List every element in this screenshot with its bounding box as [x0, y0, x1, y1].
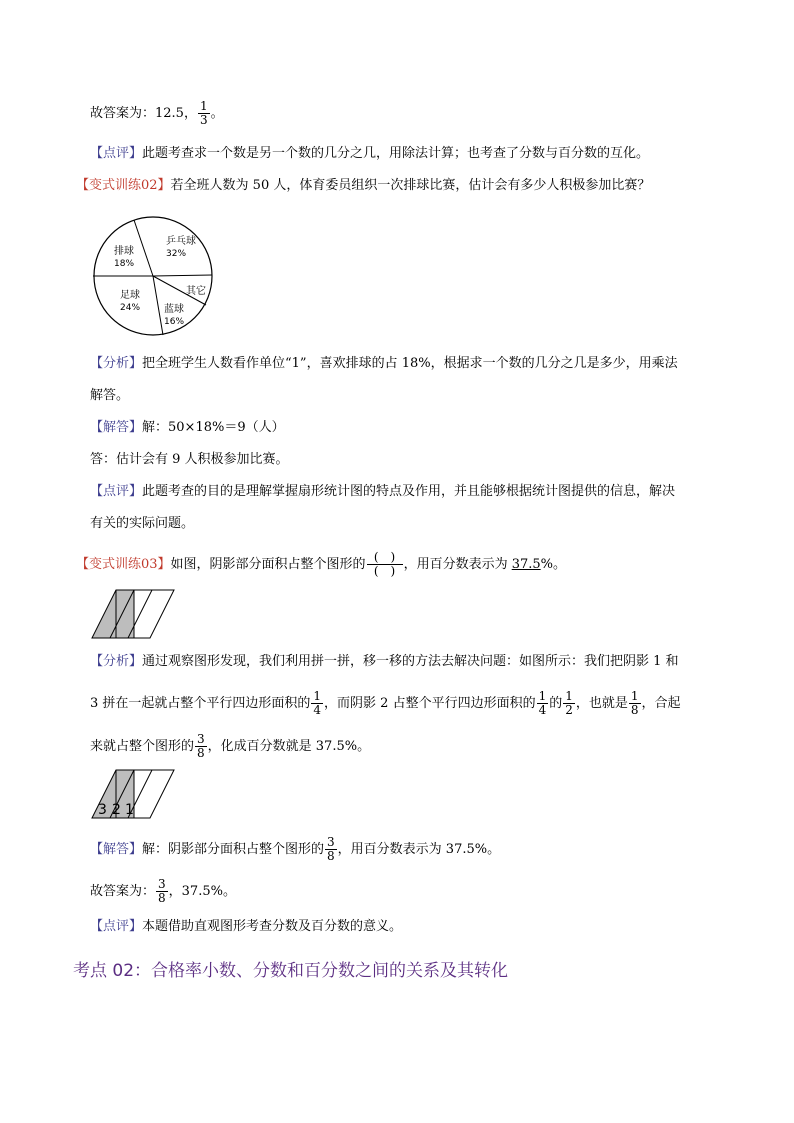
denominator-blank: ( ) — [373, 564, 396, 578]
numerator-blank: ( ) — [367, 551, 403, 565]
numerator: 1 — [630, 689, 639, 703]
fraction — [325, 836, 337, 863]
analysis-text: 3 拼在一起就占整个平行四边形面积的 — [90, 696, 311, 711]
training-text: %。 — [540, 557, 567, 572]
pie-chart — [90, 212, 230, 344]
denominator: 4 — [538, 703, 547, 717]
analysis-3-l1 — [90, 652, 679, 672]
answer-blank: 37.5 — [511, 557, 541, 572]
reply-2: 答：估计会有 9 人积极参加比赛。 — [90, 452, 289, 467]
answer-tag: 【解答】 — [90, 842, 143, 857]
pie-pct-pingpong: 32% — [166, 249, 187, 259]
fraction — [156, 878, 168, 905]
answer-text: 解：50×18%＝9（人） — [142, 420, 285, 435]
analysis-tag: 【分析】 — [90, 654, 143, 669]
analysis-tag: 【分析】 — [90, 356, 143, 371]
analysis-text: 把全班学生人数看作单位“1”，喜欢排球的占 18%，根据求一个数的几分之几是多少，用乘法 — [142, 356, 678, 371]
analysis-text: 通过观察图形发现，我们利用拼一拼，移一移的方法去解决问题：如图所示：我们把阴影 1 和 — [142, 654, 679, 669]
comment-text: 有关的实际问题。 — [90, 516, 195, 531]
region-label-2: 2 — [112, 802, 121, 818]
training-text: 如图，阴影部分面积占整个图形的 — [170, 557, 366, 572]
fraction — [195, 733, 207, 760]
analysis-3-l2 — [90, 690, 681, 717]
comment-1 — [90, 144, 649, 164]
pie-label-football: 足球 — [120, 290, 140, 301]
comment-text: 此题考查求一个数是另一个数的几分之几，用除法计算；也考查了分数与百分数的互化。 — [142, 146, 650, 161]
fraction — [198, 100, 210, 127]
section-heading: 考点 02：合格率小数、分数和百分数之间的关系及其转化 — [73, 961, 509, 981]
pie-pct-basketball: 16% — [164, 317, 185, 327]
fraction — [311, 690, 323, 717]
pie-label-pingpong: 乒乓球 — [166, 236, 196, 247]
analysis-text: 解答。 — [90, 388, 130, 403]
final-answer-3 — [90, 878, 236, 905]
numerator: 1 — [199, 99, 208, 113]
pie-pct-football: 24% — [120, 303, 141, 313]
denominator: 8 — [197, 746, 205, 760]
analysis-2-cont — [90, 386, 129, 406]
training-tag: 【变式训练02】 — [76, 178, 171, 193]
analysis-text: ，合起 — [641, 696, 681, 711]
analysis-text: 来就占整个图形的 — [90, 739, 195, 754]
denominator: 8 — [327, 849, 335, 863]
comment-2 — [90, 482, 675, 502]
numerator: 1 — [565, 689, 573, 703]
fraction — [629, 690, 641, 717]
parallelogram-figure-2 — [90, 768, 176, 820]
denominator: 3 — [199, 113, 208, 127]
region-label-1: 1 — [125, 802, 134, 818]
analysis-2 — [90, 354, 678, 374]
answer-2 — [90, 418, 285, 438]
pie-label-basketball: 蓝球 — [164, 304, 184, 315]
answer-text: 故答案为： — [90, 884, 156, 899]
numerator: 3 — [197, 732, 205, 746]
answer-text: 故答案为：12.5， — [90, 106, 197, 121]
training-02 — [76, 176, 650, 196]
answer-text: ，37.5%。 — [168, 884, 236, 899]
comment-3 — [90, 917, 402, 937]
denominator: 4 — [313, 703, 322, 717]
training-03 — [76, 551, 566, 578]
training-text: 若全班人数为 50 人，体育委员组织一次排球比赛，估计会有多少人积极参加比赛？ — [170, 178, 651, 193]
pie-label-other: 其它 — [186, 286, 206, 297]
comment-tag: 【点评】 — [90, 146, 143, 161]
answer-3 — [90, 836, 500, 863]
numerator: 3 — [327, 835, 335, 849]
comment-text: 此题考查的目的是理解掌握扇形统计图的特点及作用，并且能够根据统计图提供的信息，解决 — [142, 484, 676, 499]
shaded-region — [92, 590, 134, 638]
answer-text: 解：阴影部分面积占整个图形的 — [142, 842, 325, 857]
fraction — [537, 690, 549, 717]
training-tag: 【变式训练03】 — [76, 557, 171, 572]
comment-tag: 【点评】 — [90, 919, 143, 934]
answer-tag: 【解答】 — [90, 420, 143, 435]
pie-label-volleyball: 排球 — [114, 246, 134, 257]
training-text: ，用百分数表示为 — [403, 557, 512, 572]
denominator: 8 — [630, 703, 639, 717]
pie-pct-volleyball: 18% — [114, 259, 135, 269]
comment-tag: 【点评】 — [90, 484, 143, 499]
blank-fraction — [367, 551, 403, 578]
denominator: 8 — [158, 891, 166, 905]
analysis-text: 的 — [549, 696, 563, 711]
parallelogram-figure-1 — [90, 588, 176, 640]
suffix: 。 — [210, 106, 224, 121]
numerator: 1 — [538, 689, 547, 703]
region-label-3: 3 — [98, 802, 107, 818]
fraction — [563, 690, 575, 717]
analysis-3-l3 — [90, 733, 370, 760]
comment-2-cont — [90, 514, 194, 534]
comment-text: 本题借助直观图形考查分数及百分数的意义。 — [142, 919, 403, 934]
answer-line-1 — [90, 100, 224, 127]
numerator: 1 — [313, 689, 322, 703]
analysis-text: ，化成百分数就是 37.5%。 — [207, 739, 371, 754]
analysis-text: ，而阴影 2 占整个平行四边形面积的 — [324, 696, 536, 711]
denominator: 2 — [565, 703, 573, 717]
numerator: 3 — [158, 877, 166, 891]
analysis-text: ，也就是 — [575, 696, 628, 711]
answer-text: ，用百分数表示为 37.5%。 — [337, 842, 501, 857]
